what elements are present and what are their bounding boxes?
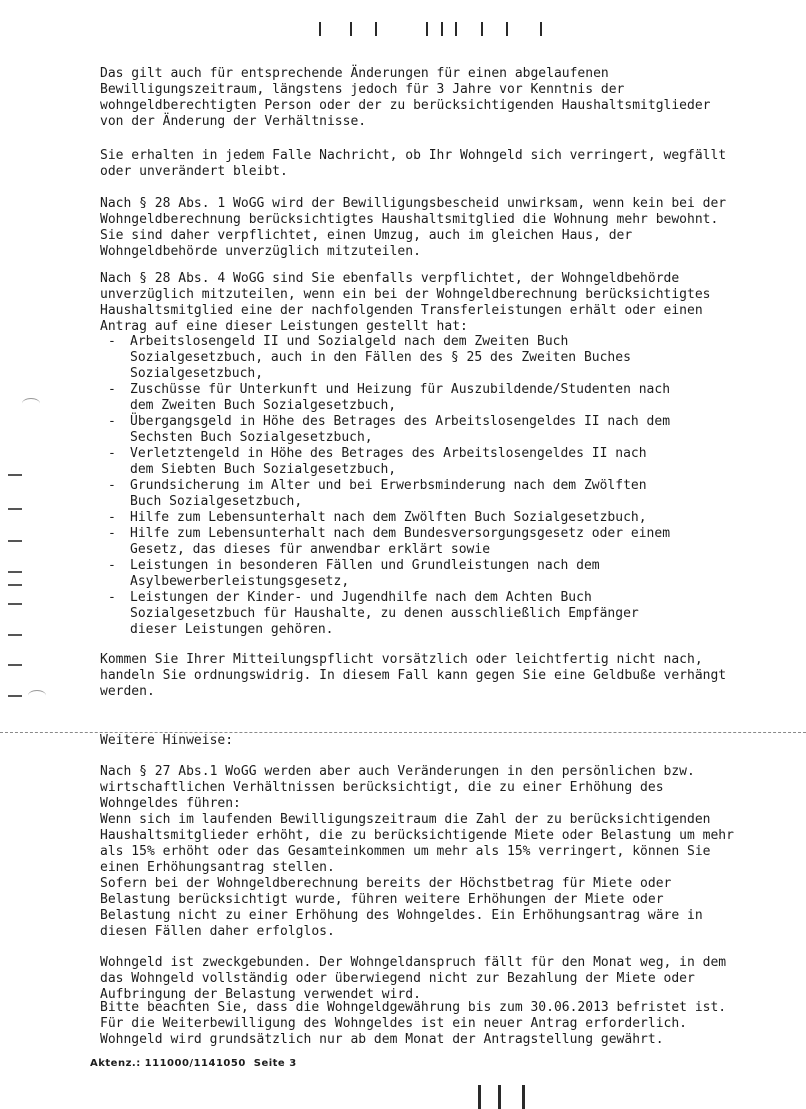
list-item: - Zuschüsse für Unterkunft und Heizung für Auszubildende/Studenten nach dem Zweiten Buch Sozialgesetzbuch, — [108, 382, 671, 413]
paragraph-notification: Sie erhalten in jedem Falle Nachricht, ob Ihr Wohngeld sich verringert, wegfällt oder unverändert bleibt. — [100, 148, 727, 179]
scan-mark — [455, 22, 457, 36]
paragraph-change-period: Das gilt auch für entsprechende Änderungen für einen abgelaufenen Bewilligungszeitraum, längstens jedoch für 3 Jahre vor Kenntnis der wohngeldberechtigten Person oder der zu berücksichtigenden Haushaltsmitglieder von der Änderung der Verhältnisse. — [100, 66, 711, 129]
list-item: - Leistungen in besonderen Fällen und Grundleistungen nach dem Asylbewerberleistungsgesetz, — [108, 558, 600, 589]
scan-mark — [319, 22, 321, 36]
list-item: - Verletztengeld in Höhe des Betrages des Arbeitslosengeldes II nach dem Siebten Buch Sozialgesetzbuch, — [108, 446, 647, 477]
list-item: - Arbeitslosengeld II und Sozialgeld nach dem Zweiten Buch Sozialgesetzbuch, auch in den Fällen des § 25 des Zweiten Buches Sozialgesetzbuch, — [108, 334, 631, 381]
margin-mark — [8, 508, 22, 510]
margin-mark — [8, 474, 22, 476]
scan-mark — [522, 1085, 525, 1109]
scan-mark — [540, 22, 542, 36]
scan-mark — [441, 22, 443, 36]
paragraph-purpose-bound: Wohngeld ist zweckgebunden. Der Wohngeldanspruch fällt für den Monat weg, in dem das Wohngeld vollständig oder überwiegend nicht zur Bezahlung der Miete oder Aufbringung der Belastung verwendet wird. — [100, 955, 727, 1002]
margin-mark — [8, 695, 22, 697]
paragraph-section-28-1: Nach § 28 Abs. 1 WoGG wird der Bewilligungsbescheid unwirksam, wenn kein bei der Wohngeldberechnung berücksichtigtes Haushaltsmitglied die Wohnung mehr bewohnt. Sie sind daher verpflichtet, einen Umzug, auch im gleichen Haus, der Wohngeldbehörde unverzüglich mitzuteilen. — [100, 196, 727, 259]
scan-mark — [375, 22, 377, 36]
scan-mark — [426, 22, 428, 36]
paragraph-section-28-4: Nach § 28 Abs. 4 WoGG sind Sie ebenfalls verpflichtet, der Wohngeldbehörde unverzüglich mitzuteilen, wenn ein bei der Wohngeldberechnung berücksichtigtes Haushaltsmitglied eine der nachfolgenden Transferleistungen erhält oder einen Antrag auf eine dieser Leistungen gestellt hat: — [100, 271, 711, 334]
paragraph-penalty: Kommen Sie Ihrer Mitteilungspflicht vorsätzlich oder leichtfertig nicht nach, handeln Sie ordnungswidrig. In diesem Fall kann gegen Sie eine Geldbuße verhängt werden. — [100, 652, 727, 699]
scan-mark — [350, 22, 352, 36]
margin-mark — [8, 634, 22, 636]
margin-mark — [8, 664, 22, 666]
margin-mark — [8, 603, 22, 605]
hole-punch-mark — [22, 398, 40, 409]
margin-mark — [8, 584, 22, 586]
list-item: - Grundsicherung im Alter und bei Erwerbsminderung nach dem Zwölften Buch Sozialgesetzbuch, — [108, 478, 647, 509]
scan-mark — [506, 22, 508, 36]
margin-mark — [8, 540, 22, 542]
scan-mark — [498, 1085, 501, 1109]
transfer-benefits-list — [100, 334, 760, 638]
margin-mark — [8, 571, 22, 573]
list-item: - Hilfe zum Lebensunterhalt nach dem Bundesversorgungsgesetz oder einem Gesetz, das dieses für anwendbar erklärt sowie — [108, 526, 671, 557]
paragraph-deadline: Bitte beachten Sie, dass die Wohngeldgewährung bis zum 30.06.2013 befristet ist. Für die Weiterbewilligung des Wohngeldes ist ein neuer Antrag erforderlich. Wohngeld wird grundsätzlich nur ab dem Monat der Antragstellung gewährt. — [100, 1000, 727, 1047]
scan-mark — [478, 1085, 481, 1109]
scan-mark — [481, 22, 483, 36]
file-reference: Aktenz.: 111000/1141050 Seite 3 — [90, 1058, 297, 1069]
list-item: - Übergangsgeld in Höhe des Betrages des Arbeitslosengeldes II nach dem Sechsten Buch Sozialgesetzbuch, — [108, 414, 671, 445]
list-item: - Leistungen der Kinder- und Jugendhilfe nach dem Achten Buch Sozialgesetzbuch für Haushalte, zu denen ausschließlich Empfänger dieser Leistungen gehören. — [108, 590, 639, 637]
paragraph-section-27-1: Nach § 27 Abs.1 WoGG werden aber auch Veränderungen in den persönlichen bzw. wirtschaftlichen Verhältnissen berücksichtigt, die zu einer Erhöhung des Wohngeldes führen: Wenn sich im laufenden Bewilligungszeitraum die Zahl der zu berücksichtigenden Haushaltsmitglieder erhöht, die zu berücksichtigende Miete oder Belastung um mehr als 15% erhöht oder das Gesamteinkommen um mehr als 15% verringert, können Sie einen Erhöhungsantrag stellen. Sofern bei der Wohngeldberechnung bereits der Höchstbetrag für Miete oder Belastung berücksichtigt wurde, führen weitere Erhöhungen der Miete oder Belastung nicht zu einer Erhöhung des Wohngeldes. Ein Erhöhungsantrag wäre in diesen Fällen daher erfolglos. — [100, 764, 734, 939]
hole-punch-mark — [28, 690, 46, 701]
section-heading: Weitere Hinweise: — [100, 733, 234, 748]
list-item: - Hilfe zum Lebensunterhalt nach dem Zwölften Buch Sozialgesetzbuch, — [108, 510, 647, 525]
